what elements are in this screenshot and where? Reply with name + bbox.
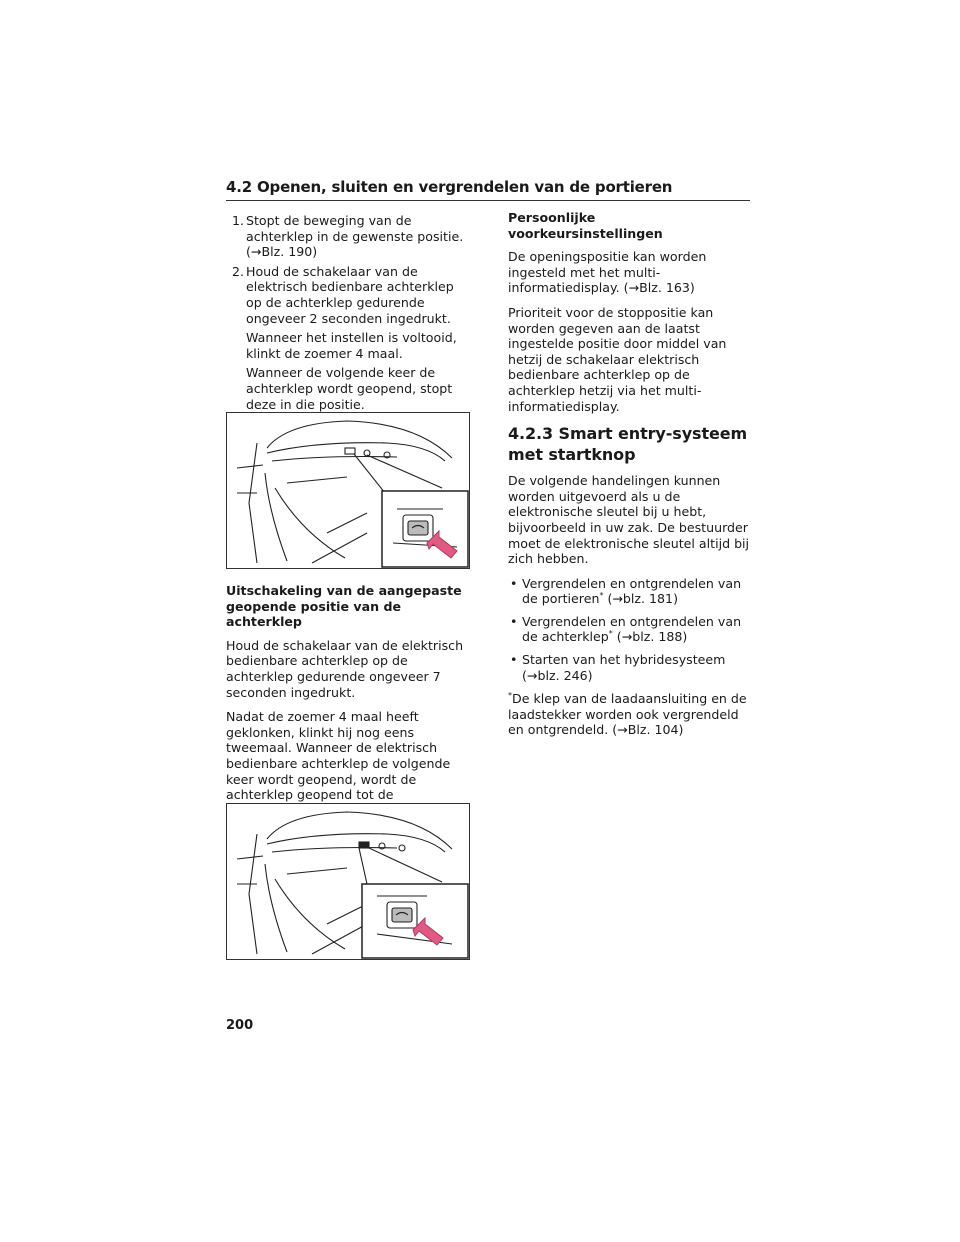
subheading-personal-settings: Persoonlijke voorkeursinstellingen xyxy=(508,210,663,241)
bullet-item xyxy=(508,614,752,645)
step-note: Wanneer de volgende keer de achterklep wordt geopend, stopt deze in die positie. xyxy=(246,365,453,412)
page-reference: (→blz. 188) xyxy=(612,629,688,645)
tailgate-illustration-2 xyxy=(226,803,470,960)
bullet-dot: • xyxy=(510,652,518,668)
tailgate-switch-illustration xyxy=(227,413,469,568)
bullet-text: Starten van het hybridesysteem xyxy=(522,652,726,668)
bullet-item xyxy=(508,652,752,683)
step-list xyxy=(226,213,470,412)
page-reference: (→blz. 246) xyxy=(522,667,593,683)
step-number: 2. xyxy=(232,263,245,279)
bullet-dot: • xyxy=(510,613,518,629)
right-column xyxy=(508,210,752,747)
subheading-reset-position: Uitschakeling van de aangepaste geopende positie van de achterklep xyxy=(226,583,462,630)
asterisk: * xyxy=(599,591,604,601)
step-number: 1. xyxy=(232,213,245,228)
paragraph: Prioriteit voor de stoppositie kan worden gegeven aan de laatst ingestelde positie door middel van hetzij de schakelaar elektrisch bedienbare achterklep op de achterklep hetzij via het multi-informatiedisplay. xyxy=(508,304,727,414)
footnote-asterisk: * xyxy=(508,691,512,701)
bullet-list xyxy=(508,576,752,684)
left-column xyxy=(226,213,470,416)
paragraph: Houd de schakelaar van de elektrisch bedienbare achterklep op de achterklep gedurende ongeveer 7 seconden ingedrukt. xyxy=(226,637,464,700)
section-header: 4.2 Openen, sluiten en vergrendelen van de portieren xyxy=(226,178,750,201)
step-note: Wanneer het instellen is voltooid, klinkt de zoemer 4 maal. xyxy=(246,330,457,361)
step-text: Stopt de beweging van de achterklep in de gewenste positie. (→Blz. 190) xyxy=(246,213,464,260)
step-2 xyxy=(226,264,470,412)
page-number: 200 xyxy=(226,1018,254,1033)
bullet-dot: • xyxy=(510,575,518,591)
paragraph: Nadat de zoemer 4 maal heeft geklonken, klinkt hij nog eens tweemaal. Wanneer de elektrisch bedienbare achterklep de volgende keer wordt geopend, wordt de achterklep geopend tot de xyxy=(226,709,451,803)
page-reference: (→blz. 181) xyxy=(603,591,678,607)
bullet-text: Vergrendelen en ontgrendelen van de portieren xyxy=(522,575,742,607)
footnote-text: De klep van de laadaansluiting en de laadstekker worden ook vergrendeld en ontgrendeld. (→Blz. 104) xyxy=(508,691,747,738)
paragraph: De volgende handelingen kunnen worden uitgevoerd als u de elektronische sleutel bij u hebt, bijvoorbeeld in uw zak. De bestuurder moet de elektronische sleutel altijd bij zich hebben. xyxy=(508,473,750,567)
footnote xyxy=(508,691,752,738)
left-column-lower xyxy=(226,583,470,827)
bullet-item xyxy=(508,576,752,607)
asterisk: * xyxy=(608,629,613,639)
bullet-text: Vergrendelen en ontgrendelen van de achterklep xyxy=(522,613,742,645)
step-1 xyxy=(226,213,470,260)
section-heading-smart-entry: 4.2.3 Smart entry-systeem met startknop xyxy=(508,424,748,465)
paragraph: De openingspositie kan worden ingesteld met het multi-informatiedisplay. (→Blz. 163) xyxy=(508,249,707,296)
tailgate-switch-illustration xyxy=(227,804,469,959)
step-text: Houd de schakelaar van de elektrisch bedienbare achterklep op de achterklep gedurende ongeveer 2 seconden ingedrukt. xyxy=(246,263,454,326)
tailgate-illustration-1 xyxy=(226,412,470,569)
